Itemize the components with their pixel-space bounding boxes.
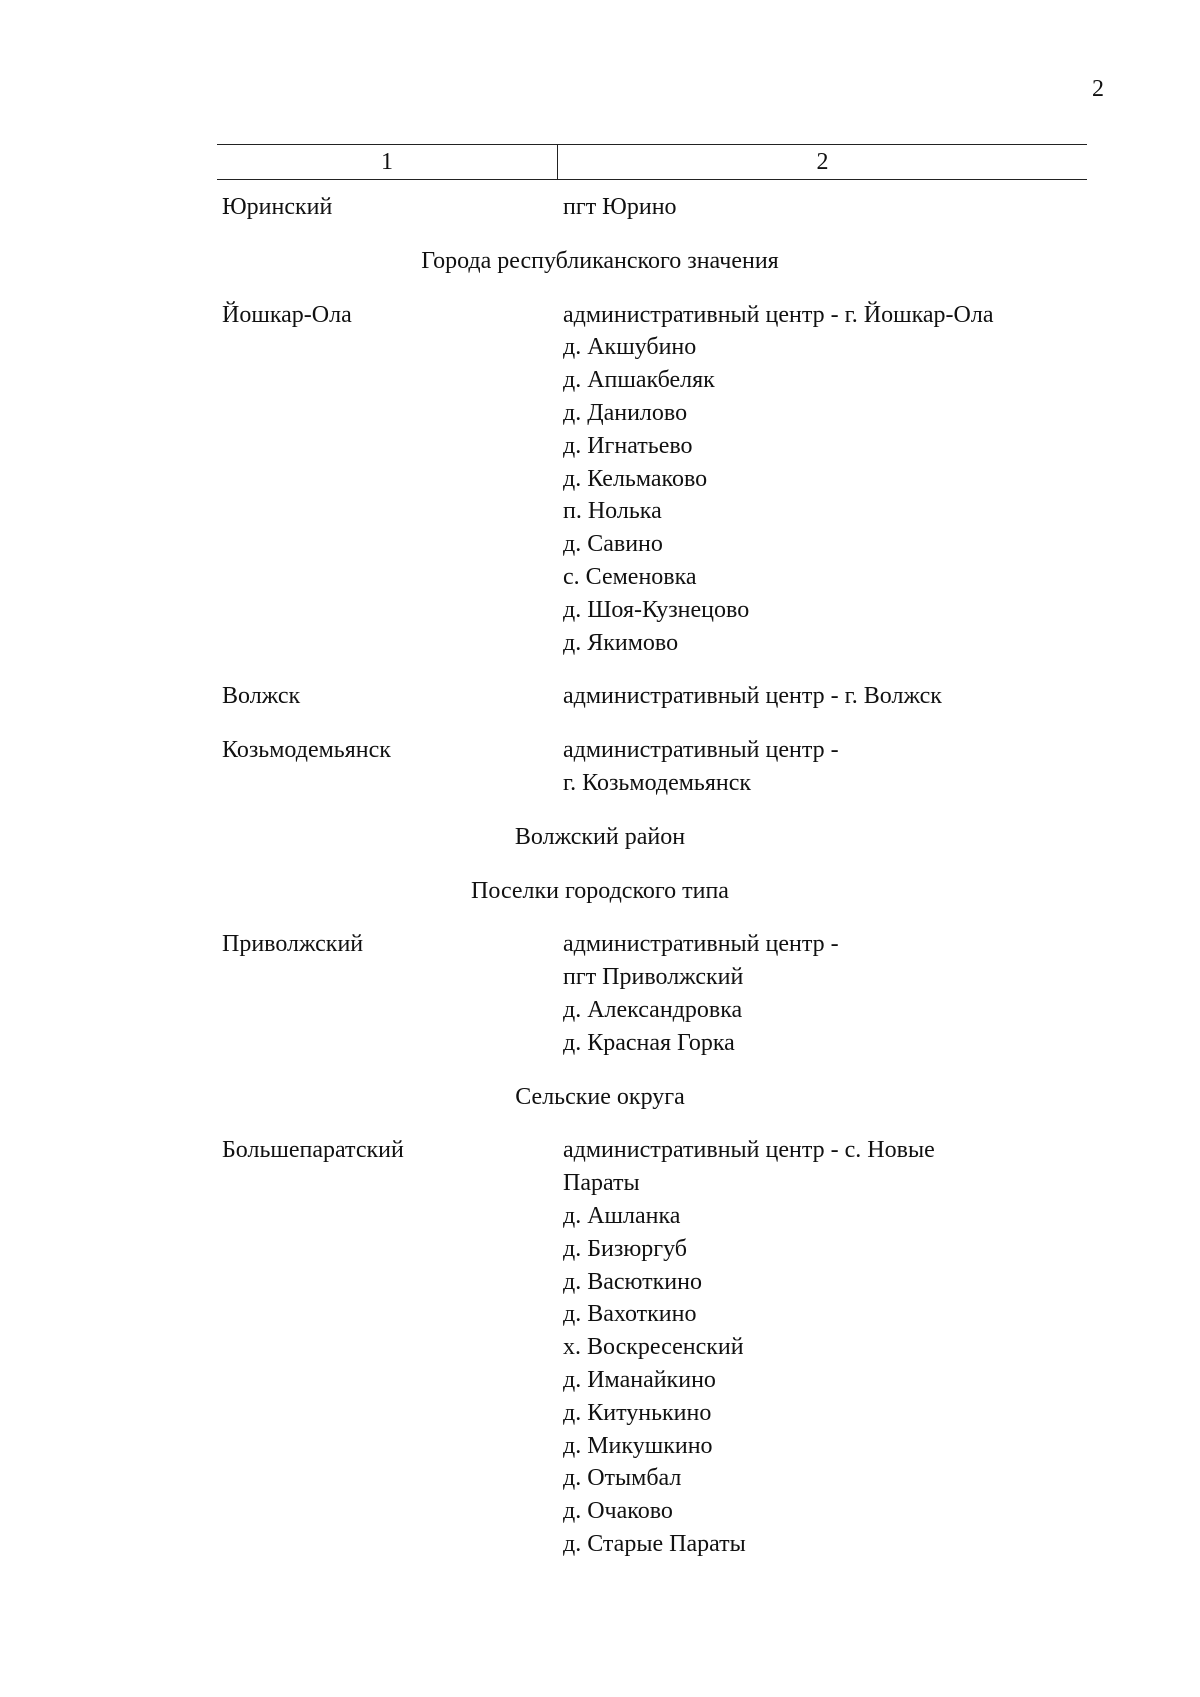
settlement-item: д. Акшубино — [563, 334, 697, 361]
settlement-item: пгт Юрино — [563, 194, 677, 220]
settlement-item: д. Якимово — [563, 629, 679, 656]
settlement-item: д. Апшакбеляк — [563, 367, 715, 394]
settlement-item: д. Кельмаково — [563, 465, 708, 492]
settlement-item: д. Бизюргуб — [563, 1235, 687, 1262]
district-name: Козьмодемьянск — [222, 737, 391, 764]
settlement-item: д. Иманайкино — [563, 1367, 716, 1393]
settlement-item: Параты — [563, 1170, 640, 1197]
settlement-item: административный центр - — [563, 931, 839, 958]
district-name: Йошкар-Ола — [222, 301, 352, 328]
column-header-1: 1 — [381, 149, 393, 175]
settlement-item: д. Игнатьево — [563, 432, 693, 459]
district-name: Юринский — [222, 194, 333, 220]
page-number: 2 — [1092, 76, 1104, 102]
settlement-item: д. Савино — [563, 531, 663, 558]
district-name: Большепаратский — [222, 1137, 404, 1164]
settlement-item: д. Александровка — [563, 997, 743, 1023]
settlement-item: пгт Приволжский — [563, 964, 744, 991]
settlement-item: административный центр - с. Новые — [563, 1137, 935, 1164]
settlement-item: д. Старые Параты — [563, 1531, 746, 1557]
settlement-item: д. Ашланка — [563, 1203, 681, 1229]
settlement-item: административный центр - — [563, 737, 839, 764]
section-heading: Поселки городского типа — [471, 877, 729, 904]
settlement-item: д. Красная Горка — [563, 1029, 735, 1056]
settlement-item: г. Козьмодемьянск — [563, 770, 752, 796]
settlement-item: д. Микушкино — [563, 1432, 713, 1459]
settlement-item: административный центр - г. Волжск — [563, 683, 942, 710]
settlement-item: административный центр - г. Йошкар-Ола — [563, 301, 994, 328]
settlement-item: д. Вахоткино — [563, 1301, 697, 1328]
settlement-item: д. Очаково — [563, 1498, 673, 1525]
settlement-item: с. Семеновка — [563, 564, 697, 590]
settlement-item: д. Шоя-Кузнецово — [563, 596, 750, 623]
settlement-item: д. Отымбал — [563, 1465, 682, 1492]
settlement-item: д. Данилово — [563, 400, 688, 426]
settlement-item: п. Нолька — [563, 498, 662, 525]
settlement-item: х. Воскресенский — [563, 1334, 744, 1361]
district-name: Приволжский — [222, 931, 364, 958]
district-name: Волжск — [222, 683, 301, 710]
section-heading: Волжский район — [514, 823, 686, 850]
section-heading: Сельские округа — [515, 1083, 685, 1110]
settlement-item: д. Васюткино — [563, 1268, 702, 1295]
settlement-item: д. Китунькино — [563, 1399, 712, 1426]
section-heading: Города республиканского значения — [421, 247, 779, 274]
column-header-2: 2 — [816, 149, 829, 175]
